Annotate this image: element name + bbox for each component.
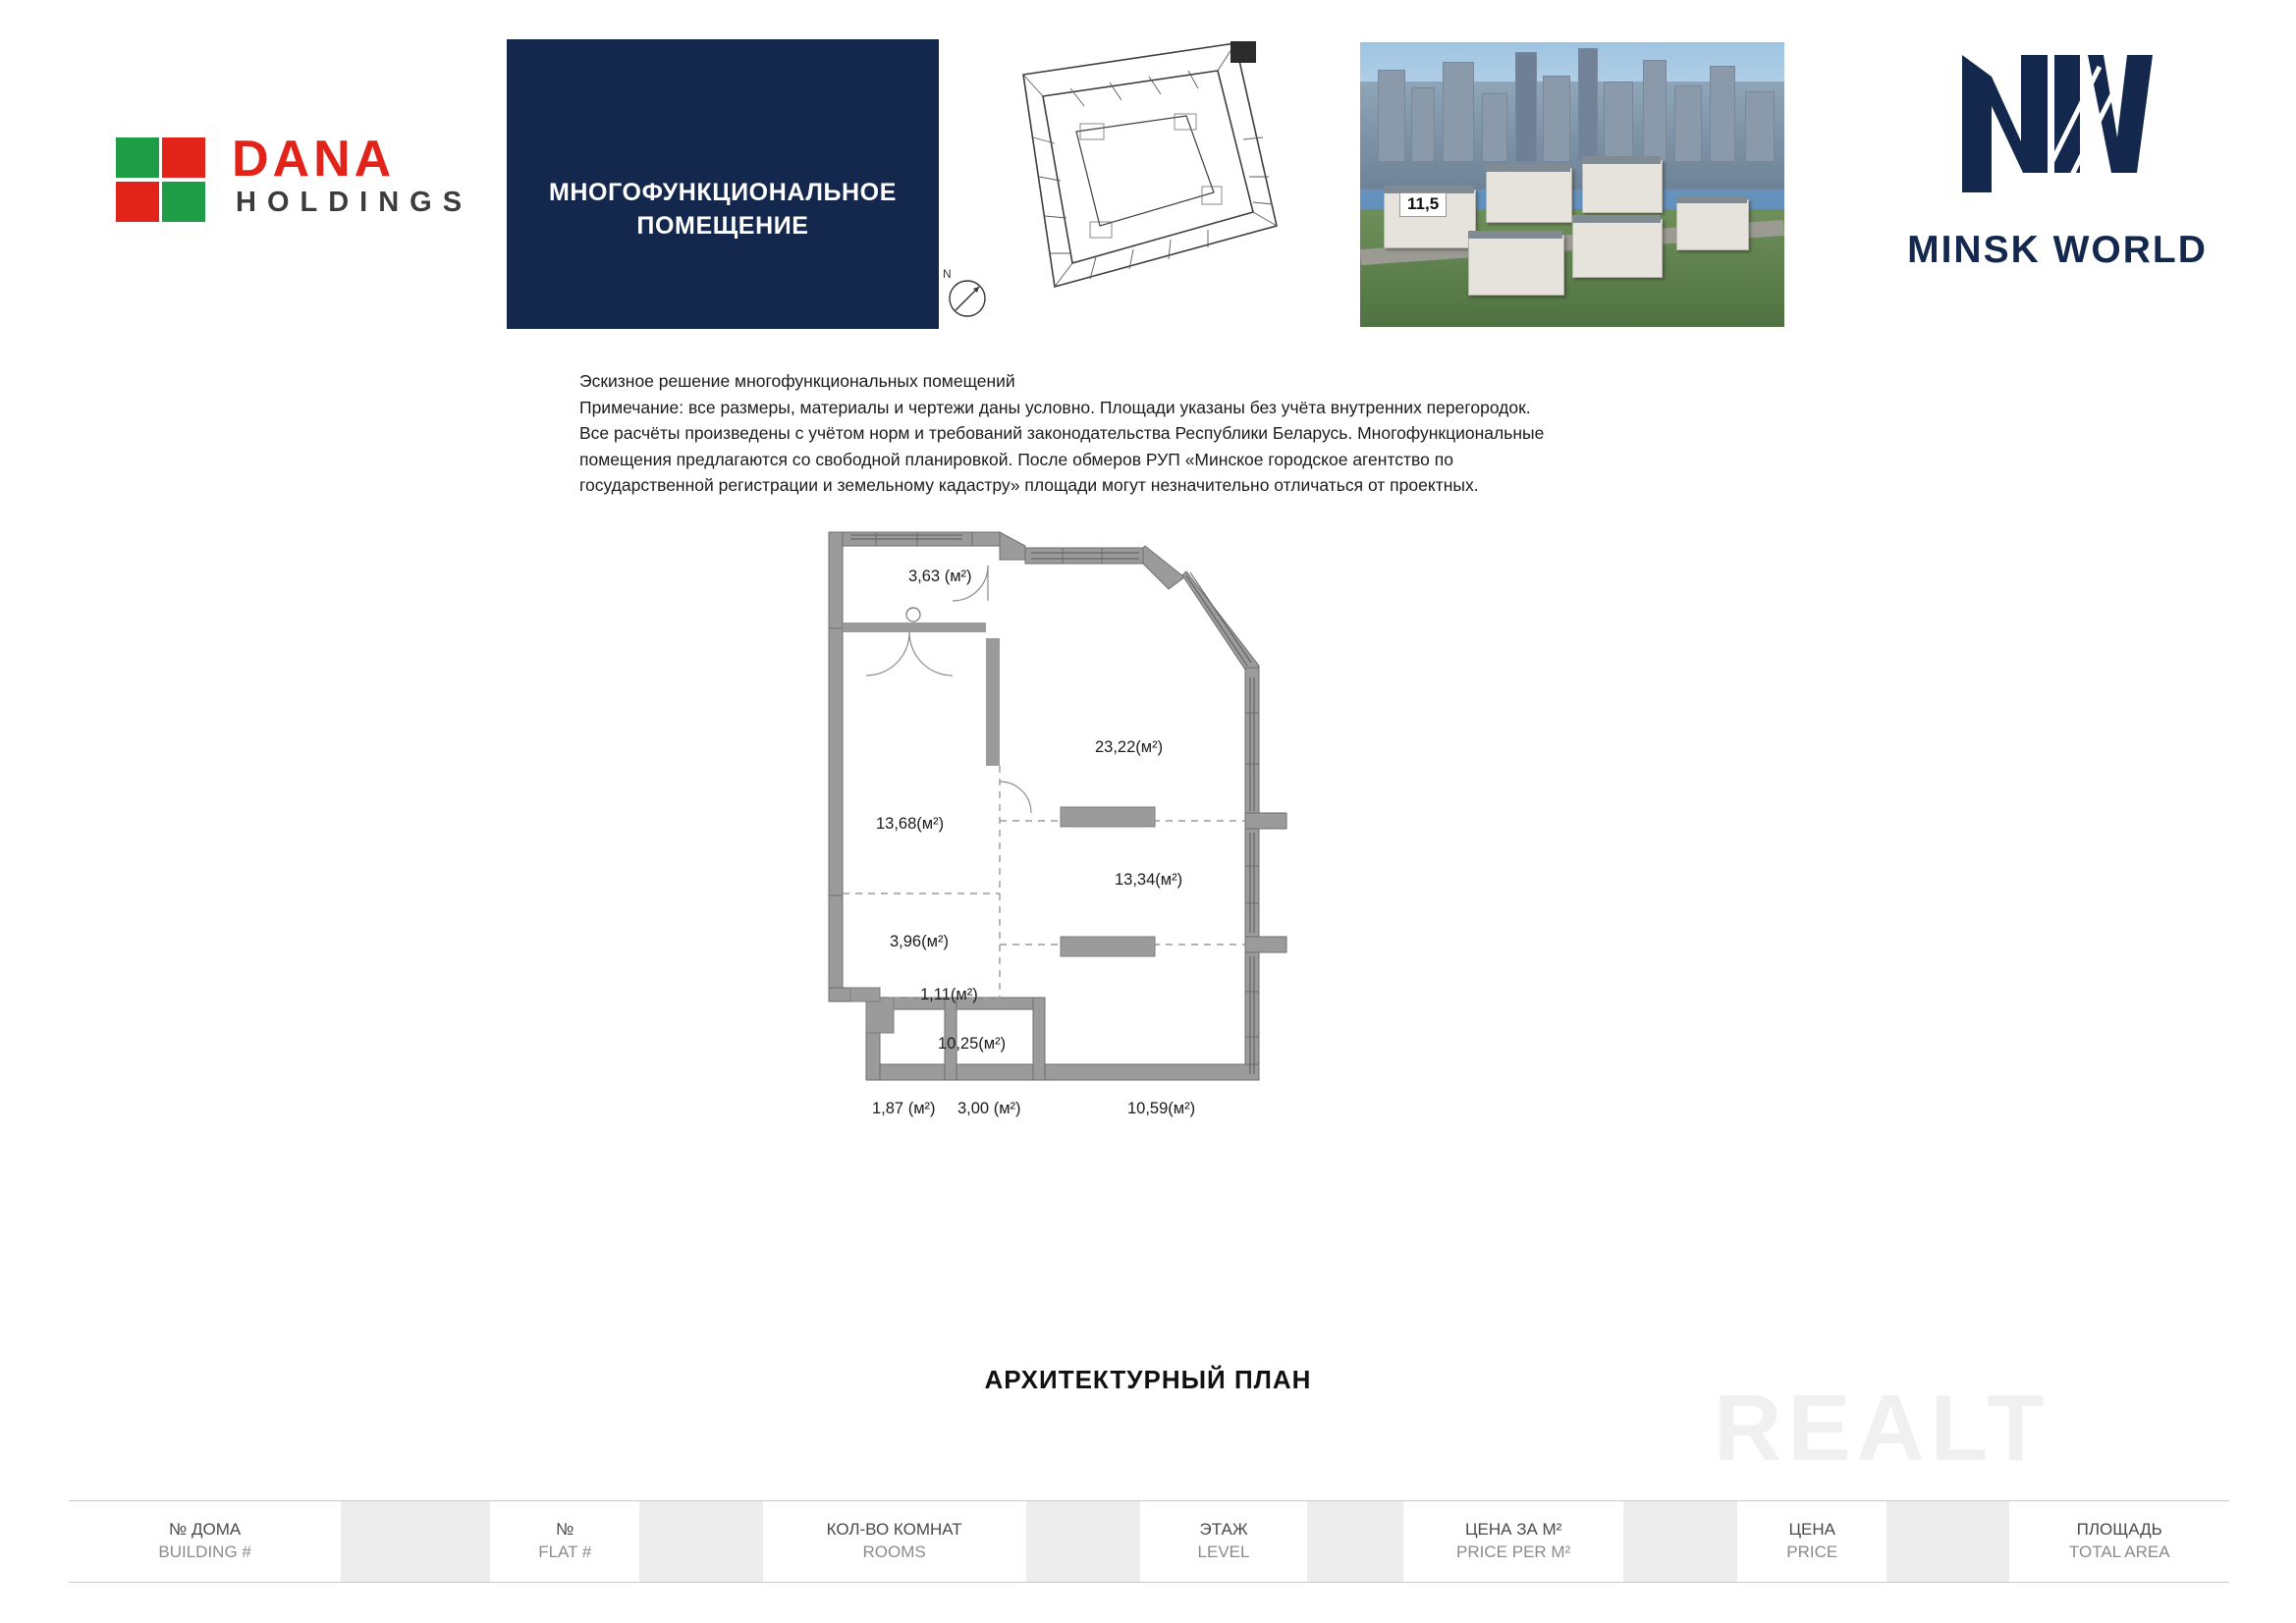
footer-cell-level-label xyxy=(1140,1501,1307,1582)
specs-footer-table xyxy=(69,1500,2229,1583)
footer-value-building[interactable] xyxy=(341,1501,490,1582)
footer-cell-total-area-label xyxy=(2009,1501,2229,1582)
room-area-label: 13,34(м²) xyxy=(1115,871,1183,889)
footer-label-ru: ПЛОЩАДЬ xyxy=(2076,1520,2162,1540)
note-line-3: Все расчёты произведены с учётом норм и требований законодательства Республики Беларусь. Многофункциональные xyxy=(579,423,1545,444)
footer-value-level[interactable] xyxy=(1307,1501,1403,1582)
footer-label-en: PRICE xyxy=(1786,1542,1838,1561)
room-area-label: 3,00 (м²) xyxy=(957,1100,1021,1117)
note-line-1: Эскизное решение многофункциональных помещений xyxy=(579,371,1015,391)
footer-label-en: PRICE PER M² xyxy=(1456,1542,1571,1561)
room-area-label: 23,22(м²) xyxy=(1095,738,1164,756)
architectural-floor-plan xyxy=(815,520,1522,1325)
dana-logo-squares-icon xyxy=(116,137,219,228)
footer-label-en: TOTAL AREA xyxy=(2068,1542,2170,1561)
footer-label-en: BUILDING # xyxy=(158,1542,251,1561)
page-header xyxy=(0,0,2296,344)
footer-value-flat[interactable] xyxy=(639,1501,762,1582)
minsk-world-mark-icon xyxy=(1954,47,2160,214)
footer-label-ru: ЦЕНА xyxy=(1788,1520,1835,1540)
note-line-5: государственной регистрации и земельному кадастру» площади могут незначительно отличаться от проектных. xyxy=(579,475,1479,496)
room-area-label: 1,87 (м²) xyxy=(872,1100,936,1117)
dana-sub-wordmark: HOLDINGS xyxy=(236,187,473,218)
footer-label-ru: ЭТАЖ xyxy=(1199,1520,1248,1540)
note-line-2: Примечание: все размеры, материалы и чертежи даны условно. Площади указаны без учёта внутренних перегородок. xyxy=(579,397,1531,417)
footer-cell-flat-label xyxy=(490,1501,639,1582)
footer-label-ru: КОЛ-ВО КОМНАТ xyxy=(826,1520,962,1540)
dana-holdings-logo xyxy=(116,128,489,236)
footer-value-price-per-m2[interactable] xyxy=(1623,1501,1737,1582)
minsk-world-logo xyxy=(1895,47,2219,312)
note-line-4: помещения предлагаются со свободной планировкой. После обмеров РУП «Минское городское агентство по xyxy=(579,449,1453,469)
room-area-label: 3,63 (м²) xyxy=(908,568,972,585)
footer-label-ru: № ДОМА xyxy=(169,1520,242,1540)
disclaimer-note xyxy=(579,368,1787,499)
footer-label-ru: ЦЕНА ЗА М² xyxy=(1464,1520,1562,1540)
footer-label-en: FLAT # xyxy=(538,1542,592,1561)
footer-label-en: LEVEL xyxy=(1197,1542,1250,1561)
title-block xyxy=(507,39,939,329)
floor-key-plan xyxy=(982,29,1306,324)
minsk-world-wordmark: MINSK WORLD xyxy=(1907,229,2208,271)
floor-key-plan-svg xyxy=(982,29,1306,324)
footer-cell-price-per-m2-label xyxy=(1403,1501,1623,1582)
compass-north-label: N xyxy=(943,267,952,281)
plan-title: АРХИТЕКТУРНЫЙ ПЛАН xyxy=(984,1365,1312,1394)
footer-cell-building-label xyxy=(69,1501,341,1582)
room-area-label: 3,96(м²) xyxy=(890,933,949,950)
complex-rendering-image xyxy=(1360,42,1784,327)
footer-cell-price-label xyxy=(1737,1501,1886,1582)
footer-cell-rooms-label xyxy=(763,1501,1026,1582)
room-area-label: 10,25(м²) xyxy=(938,1035,1007,1053)
realt-watermark: REALT xyxy=(1714,1376,2050,1481)
title-line-2: ПОМЕЩЕНИЕ xyxy=(636,211,809,240)
footer-label-ru: № xyxy=(556,1520,574,1540)
title-block-text xyxy=(507,177,939,243)
floor-plan-drawing xyxy=(815,520,1522,1325)
room-area-label: 10,59(м²) xyxy=(1127,1100,1196,1117)
footer-label-en: ROOMS xyxy=(862,1542,926,1561)
room-area-label: 13,68(м²) xyxy=(876,815,945,833)
room-area-label: 1,11(м²) xyxy=(920,986,978,1003)
title-line-1: МНОГОФУНКЦИОНАЛЬНОЕ xyxy=(548,179,898,206)
dana-wordmark: DANA xyxy=(232,131,396,188)
footer-value-price[interactable] xyxy=(1886,1501,2009,1582)
footer-value-rooms[interactable] xyxy=(1026,1501,1140,1582)
render-location-badge: 11,5 xyxy=(1399,192,1447,217)
